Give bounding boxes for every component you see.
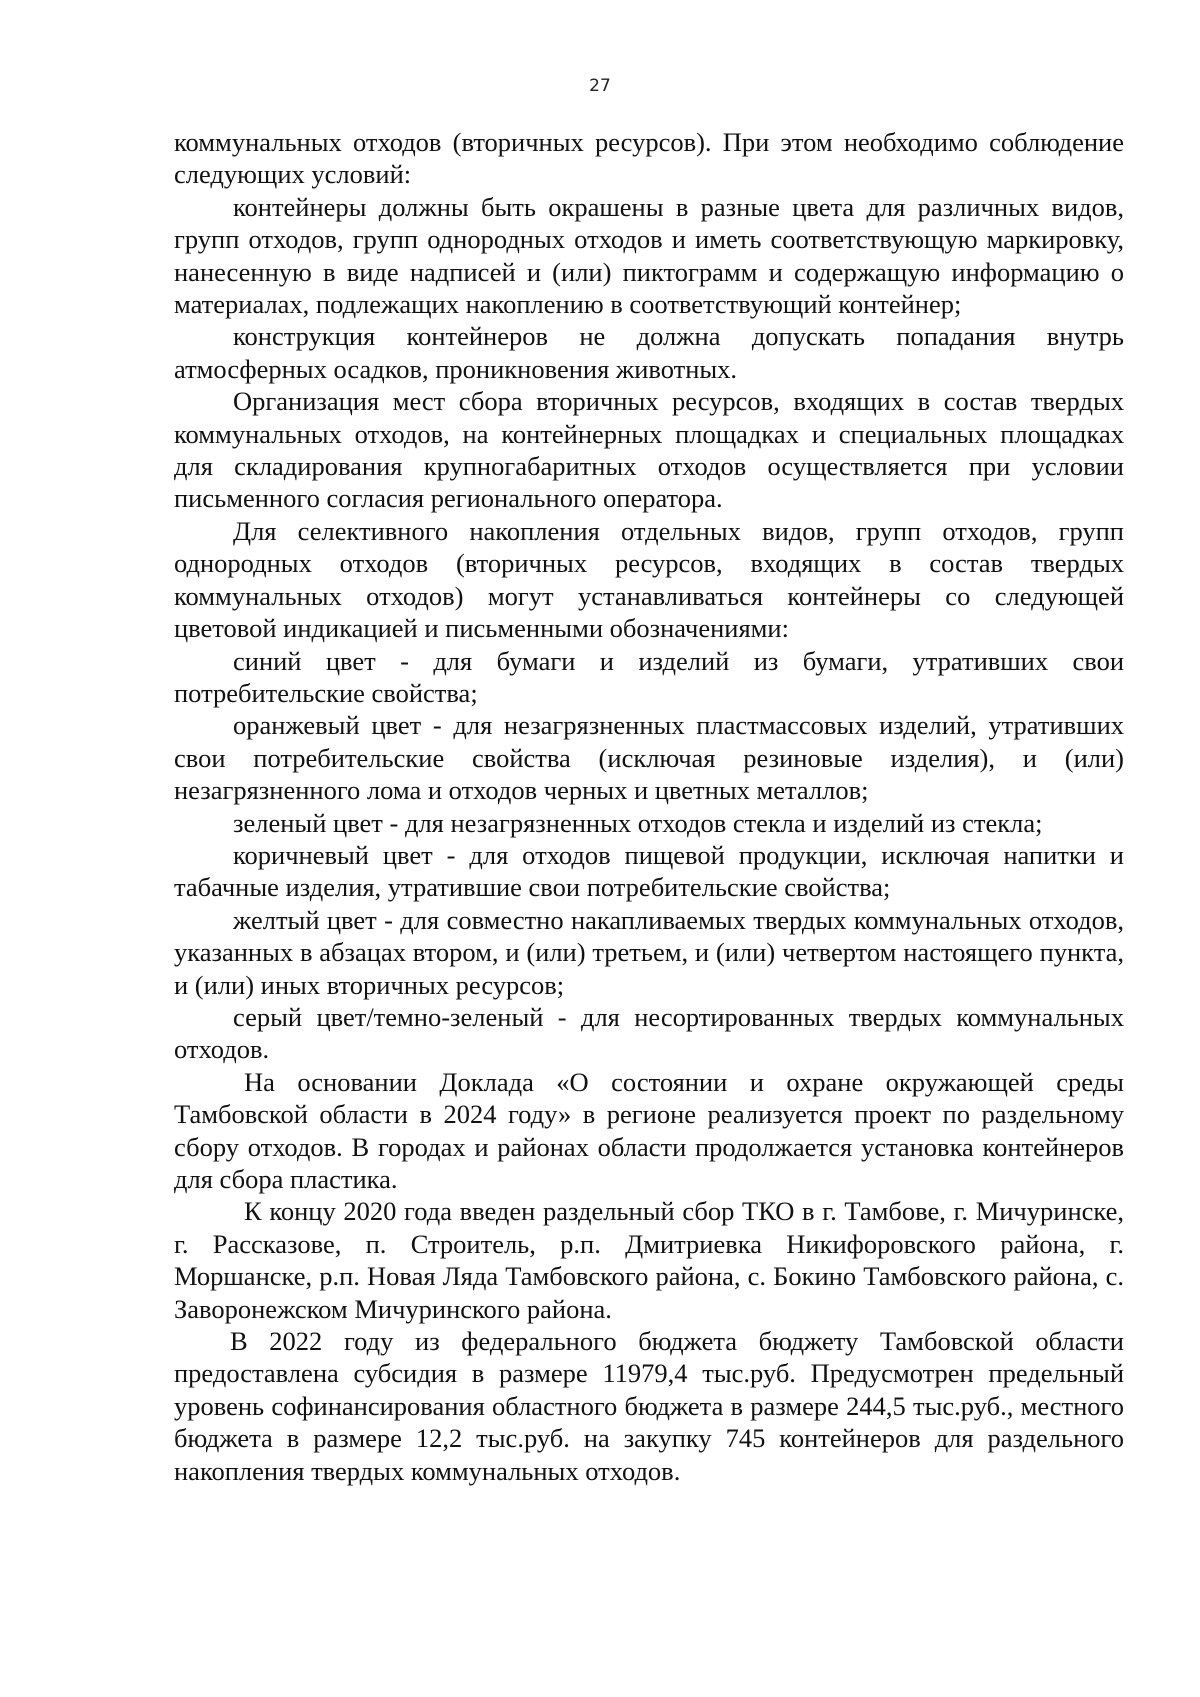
paragraph-gray-color: серый цвет/темно-зеленый - для несортированных твердых коммунальных отходов. [174, 1001, 1124, 1065]
paragraph-selective-accumulation: Для селективного накопления отдельных видов, групп отходов, групп однородных отходов (вторичных ресурсов, входящих в состав твердых коммунальных отходов) могут устанавливаться контейнеры со следующей цветовой индикацией и письменными обозначениями: [174, 515, 1124, 644]
paragraph-yellow-color: желтый цвет - для совместно накапливаемых твердых коммунальных отходов, указанных в абзацах втором, и (или) третьем, и (или) четвертом настоящего пункта, и (или) иных вторичных ресурсов; [174, 904, 1124, 1000]
paragraph-collection-sites: Организация мест сбора вторичных ресурсов, входящих в состав твердых коммунальных отходов, на контейнерных площадках и специальных площадках для складирования крупногабаритных отходов осуществляется при условии письменного согласия регионального оператора. [174, 386, 1124, 514]
paragraph-container-construction: конструкция контейнеров не должна допускать попадания внутрь атмосферных осадков, проникновения животных. [174, 321, 1124, 384]
paragraph-container-coloring: контейнеры должны быть окрашены в разные цвета для различных видов, групп отходов, групп однородных отходов и иметь соответствующую маркировку, нанесенную в виде надписей и (или) пиктограмм и содержащую информацию о материалах, подлежащих накоплению в соответствующий контейнер; [174, 191, 1124, 320]
paragraph-orange-color: оранжевый цвет - для незагрязненных пластмассовых изделий, утративших свои потребительские свойства (исключая резиновые изделия), и (или) незагрязненного лома и отходов черных и цветных металлов; [174, 710, 1124, 806]
paragraph-subsidy-2022: В 2022 году из федерального бюджета бюджету Тамбовской области предоставлена субсидия в размере 11979,4 тыс.руб. Предусмотрен предельный уровень софинансирования областного бюджета в размере 244,5 тыс.руб., местного бюджета в размере 12,2 тыс.руб. на закупку 745 контейнеров для раздельного накопления твердых коммунальных отходов. [174, 1326, 1124, 1486]
paragraph-report-project: На основании Доклада «О состоянии и охране окружающей среды Тамбовской области в 2024 году» в регионе реализуется проект по раздельному сбору отходов. В городах и районах области продолжается установка контейнеров для сбора пластика. [174, 1066, 1124, 1194]
paragraph-brown-color: коричневый цвет - для отходов пищевой продукции, исключая напитки и табачные изделия, утратившие свои потребительские свойства; [174, 839, 1124, 903]
paragraph-separate-collection-2020: К концу 2020 года введен раздельный сбор ТКО в г. Тамбове, г. Мичуринске, г. Рассказове, п. Строитель, р.п. Дмитриевка Никифоровского района, г. Моршанске, р.п. Новая Ляда Тамбовского района, с. Бокино Тамбовского района, с. Заворонежском Мичуринского района. [174, 1196, 1124, 1324]
paragraph-continuation: коммунальных отходов (вторичных ресурсов). При этом необходимо соблюдение следующих условий: [174, 127, 1124, 190]
paragraph-blue-color: синий цвет - для бумаги и изделий из бумаги, утративших свои потребительские свойства; [174, 645, 1124, 708]
document-body [174, 126, 1124, 1487]
paragraph-green-color: зеленый цвет - для незагрязненных отходов стекла и изделий из стекла; [233, 807, 1043, 838]
page-number: 27 [589, 76, 611, 96]
